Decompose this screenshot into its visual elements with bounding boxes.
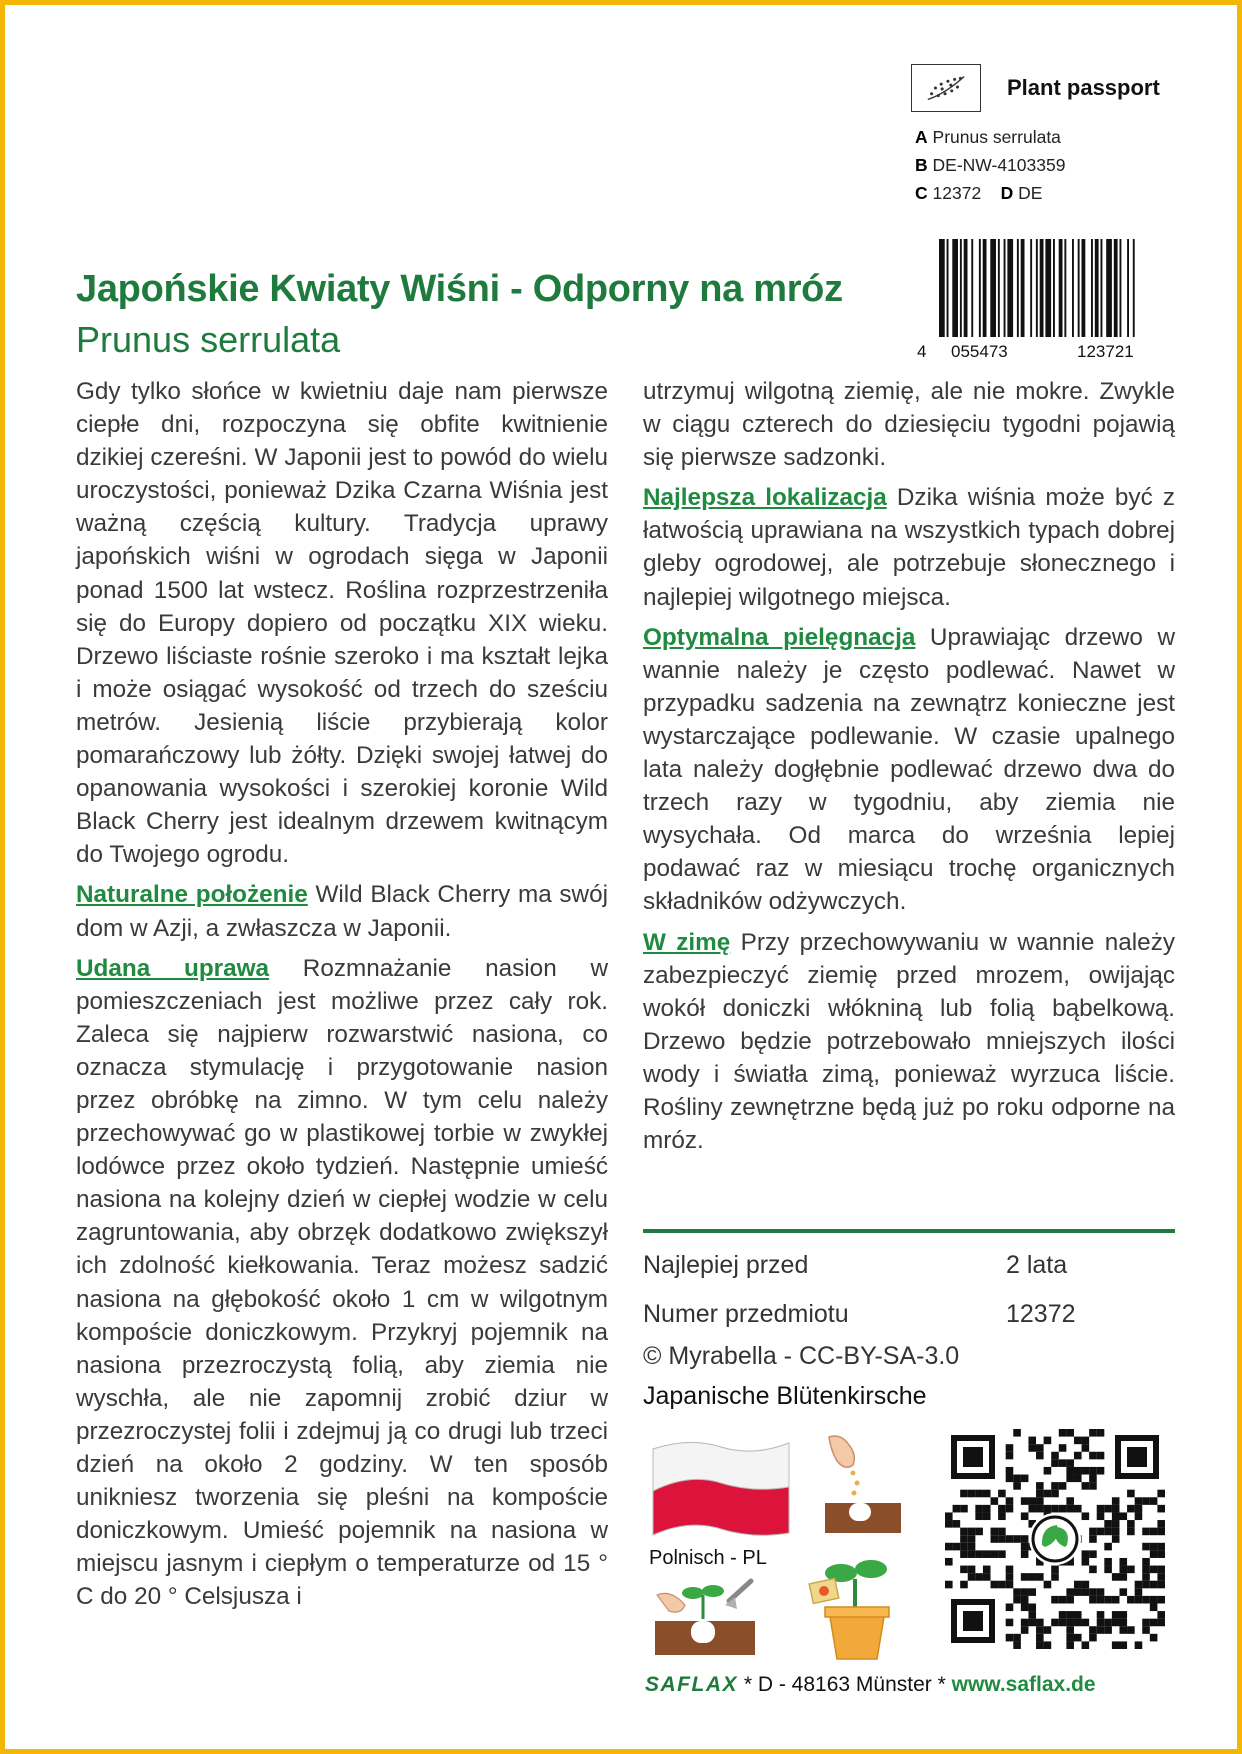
barcode-right-digits: 123721 [1077, 342, 1134, 361]
item-number-label: Numer przedmiotu [643, 1300, 849, 1328]
potted-seedling-icon [805, 1551, 909, 1661]
location-heading: Najlepsza lokalizacja [643, 484, 887, 512]
polish-flag-icon [649, 1435, 793, 1543]
language-label: Polnisch - PL [649, 1547, 767, 1569]
ean-barcode [917, 239, 1179, 363]
barcode-first-digit: 4 [917, 342, 927, 361]
growing-heading: Udana uprawa [76, 954, 270, 982]
qr-code [945, 1429, 1165, 1649]
barcode-left-digits: 055473 [951, 342, 1008, 361]
location-paragraph: Najlepsza lokalizacja Dzika wiśnia może być z łatwością uprawiana na wszystkich typach dobrej gleby ogrodowej, ale potrzebuje słonecznego i najlepiej wilgotnego miejsca. [643, 484, 1175, 611]
best-before-row [643, 1251, 1068, 1280]
plant-passport-lines: A Prunus serrulata B DE-NW-4103359 C 12372 D DE [915, 127, 1066, 203]
winter-heading: W zimę [643, 928, 731, 956]
plant-passport-title: Plant passport [1007, 75, 1160, 100]
photo-credit: © Myrabella - CC-BY-SA-3.0 [643, 1342, 960, 1370]
care-heading: Optymalna pielęgnacja [643, 623, 916, 651]
item-number-value: 12372 [1006, 1300, 1076, 1328]
natural-location-heading: Naturalne położenie [76, 881, 308, 909]
footer-address: * D - 48163 Münster * [738, 1673, 952, 1696]
divider-rule [643, 1229, 1175, 1233]
product-title: Japońskie Kwiaty Wiśni - Odporny na mróz [76, 268, 843, 310]
eu-organic-leaf-icon [911, 64, 981, 112]
intro-paragraph: Gdy tylko słońce w kwietniu daje nam pierwsze ciepłe dni, rozpoczyna się obfite kwitnienie dzikiej czereśni. W Japonii jest to powód do wielu uroczystości, ponieważ Dzika Czarna Wiśnia jest ważną częścią kultury. Tradycja uprawy japońskich wiśni w ogrodach sięga w Japonii ponad 1500 lat wstecz. Roślina rozprzestrzeniła się do Europy dopiero od początku XIX wieku. Drzewo liściaste rośnie szeroko i ma kształt lejka i może osiągać wysokość od trzech do sześciu metrów. Jesienią liście przybierają kolor pomarańczowy lub żółty. Dzięki swojej łatwej do opanowania wysokości i szerokiej koronie Wild Black Cherry jest idealnym drzewem kwitnącym do Twojego ogrodu. [76, 378, 608, 869]
description-column-left [76, 375, 608, 1620]
footer [645, 1673, 1096, 1697]
natural-location-paragraph: Naturalne położenie Wild Black Cherry ma swój dom w Azji, a zwłaszcza w Japonii. [76, 881, 609, 942]
german-name: Japanische Blütenkirsche [643, 1382, 927, 1410]
item-number-row [643, 1300, 1076, 1329]
growing-paragraph: Udana uprawa Rozmnażanie nasion w pomieszczeniach jest możliwe przez cały rok. Zaleca się najpierw rozwarstwić nasiona, co oznacza stymulację i przygotowanie nasion przez obróbkę na zimno. W tym celu należy przechowywać go w plastikowej torbie w zwykłej lodówce przez około tydzień. Następnie umieść nasiona na kolejny dzień w ciepłej wodzie w celu zagruntowania, aby obrzęk dodatkowo zwiększył ich zdolność kiełkowania. Teraz możesz sadzić nasiona na głębokość około 1 cm w wilgotnym kompoście doniczkowym. Przykryj pojemnik na nasiona przezroczystą folią, aby ziemia nie wyschła, ale nie zapomnij zrobić dziur w przezroczystej folii i zdejmuj ją co drugi lub trzeci dzień na około 2 godziny. W ten sposób unikniesz tworzenia się pleśni na kompoście doniczkowym. Umieść pojemnik na nasiona w miejscu jasnym i ciepłym o temperaturze od 15 ° C do 20 ° Celsjusza i [76, 954, 608, 1611]
description-column-right [643, 375, 1175, 1164]
transplanting-seedling-icon [651, 1575, 763, 1659]
brand-logo: SAFLAX [645, 1673, 738, 1696]
growing-continued-paragraph: utrzymuj wilgotną ziemię, ale nie mokre. Zwykle w ciągu czterech do dziesięciu tygodni pojawią się pierwsze sadzonki. [643, 378, 1175, 472]
winter-paragraph: W zimę Przy przechowywaniu w wannie należy zabezpieczyć ziemię przed mrozem, owijając wokół doniczki włókniną lub folią bąbelkową. Drzewo będzie potrzebowało mniejszych ilości wody i światła zimą, ponieważ wyrzuca liście. Rośliny zewnętrzne będą już po roku odporne na mróz. [643, 928, 1175, 1155]
website-link[interactable]: www.saflax.de [951, 1673, 1096, 1696]
latin-name: Prunus serrulata [76, 319, 341, 360]
best-before-value: 2 lata [1006, 1251, 1068, 1279]
sowing-seeds-icon [823, 1431, 903, 1539]
care-paragraph: Optymalna pielęgnacja Uprawiając drzewo w wannie należy je często podlewać. Nawet w przypadku sadzenia na zewnątrz konieczne jest wystarczające podlewanie. W czasie upalnego lata należy dogłębnie podlewać drzewo dwa do trzech razy w tygodniu, aby ziemia nie wysychała. Od marca do września lepiej podawać raz w miesiącu trochę organicznych składników odżywczych. [643, 623, 1175, 916]
best-before-label: Najlepiej przed [643, 1251, 809, 1279]
